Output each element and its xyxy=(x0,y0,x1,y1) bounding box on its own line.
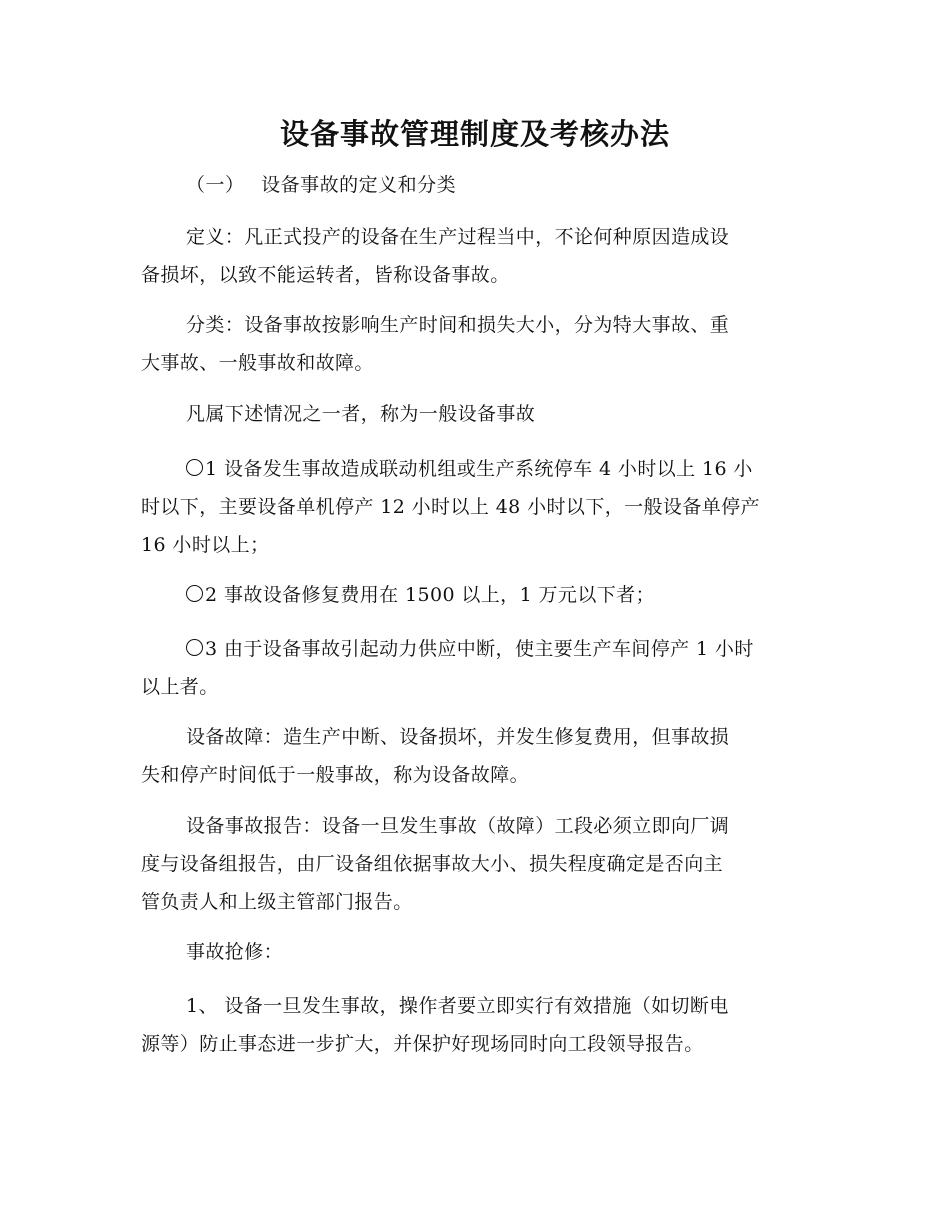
paragraph-line: 失和停产时间低于一般事故，称为设备故障。 xyxy=(141,764,530,786)
paragraph-line: 16 小时以上； xyxy=(141,534,270,556)
paragraph-line: 以上者。 xyxy=(141,676,219,698)
paragraph-item-3 xyxy=(141,630,811,706)
paragraph-classification xyxy=(141,306,811,382)
paragraph-line: 凡属下述情况之一者，称为一般设备事故 xyxy=(186,403,536,425)
paragraph-line xyxy=(141,576,811,614)
circle-marker-icon xyxy=(186,459,203,476)
paragraph-line-text: 由于设备事故引起动力供应中断，使主要生产车间停产 1 小时 xyxy=(223,638,754,660)
paragraph-line: 设备事故报告：设备一旦发生事故（故障）工段必须立即向厂调 xyxy=(186,815,730,837)
section-number: （一） xyxy=(186,174,245,196)
item-number: 1 xyxy=(205,458,218,480)
item-number: 2 xyxy=(205,584,218,606)
circle-marker-icon xyxy=(186,639,203,656)
paragraph-equipment-fault xyxy=(141,718,811,794)
paragraph-line: 源等）防止事态进一步扩大，并保护好现场同时向工段领导报告。 xyxy=(141,1033,704,1055)
document-title: 设备事故管理制度及考核办法 xyxy=(279,117,670,151)
paragraph-line: 设备故障：造生产中断、设备损坏，并发生修复费用，但事故损 xyxy=(186,726,730,748)
paragraph-accident-report xyxy=(141,807,811,921)
section-heading-text: 设备事故的定义和分类 xyxy=(261,174,457,196)
paragraph-line-text: 设备发生事故造成联动机组或生产系统停车 4 小时以上 16 小 xyxy=(223,458,753,480)
paragraph-line: 定义：凡正式投产的设备在生产过程当中，不论何种原因造成设 xyxy=(186,226,730,248)
paragraph-repair-step-1 xyxy=(141,987,811,1063)
paragraph-line: 事故抢修： xyxy=(186,941,284,963)
paragraph-line: 大事故、一般事故和故障。 xyxy=(141,352,374,374)
section-heading xyxy=(186,170,456,197)
paragraph-line: 1、 设备一旦发生事故，操作者要立即实行有效措施（如切断电 xyxy=(186,995,729,1017)
paragraph-line: 备损坏，以致不能运转者，皆称设备事故。 xyxy=(141,264,510,286)
paragraph-item-2 xyxy=(141,576,811,614)
paragraph-line: 管负责人和上级主管部门报告。 xyxy=(141,891,413,913)
paragraph-general-accident-intro xyxy=(141,395,811,433)
paragraph-definition xyxy=(141,218,811,294)
paragraph-line-text: 事故设备修复费用在 1500 以上，1 万元以下者； xyxy=(223,584,655,606)
paragraph-line: 度与设备组报告，由厂设备组依据事故大小、损失程度确定是否向主 xyxy=(141,853,724,875)
paragraph-line: 分类：设备事故按影响生产时间和损失大小，分为特大事故、重 xyxy=(186,314,730,336)
paragraph-emergency-repair xyxy=(141,933,811,971)
paragraph-line: 时以下，主要设备单机停产 12 小时以上 48 小时以下，一般设备单停产 xyxy=(141,496,760,518)
circle-marker-icon xyxy=(186,585,203,602)
paragraph-line xyxy=(141,630,811,668)
item-number: 3 xyxy=(205,638,218,660)
paragraph-item-1 xyxy=(141,450,811,564)
paragraph-line xyxy=(141,450,811,488)
